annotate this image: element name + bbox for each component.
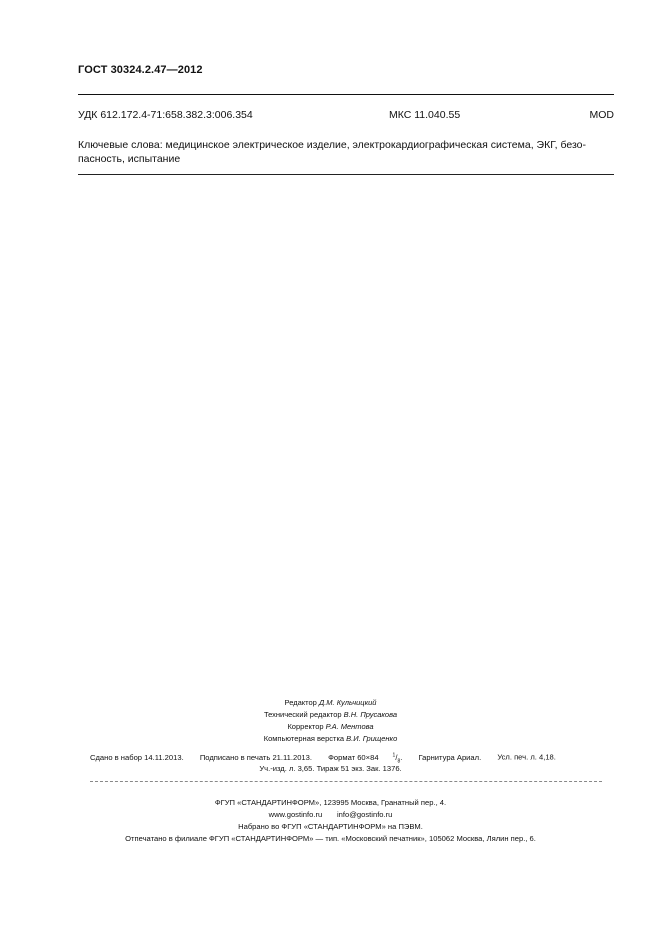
mks-code: МКС 11.040.55 xyxy=(389,109,461,121)
submitted-date: Сдано в набор 14.11.2013. xyxy=(90,752,184,762)
publisher-address: ФГУП «СТАНДАРТИНФОРМ», 123995 Москва, Гранатный пер., 4. xyxy=(214,798,447,807)
credits-block xyxy=(0,697,661,745)
typeset-note: Набрано во ФГУП «СТАНДАРТИНФОРМ» на ПЭВМ. xyxy=(238,822,423,831)
keywords: Ключевые слова: медицинское электрическое изделие, электрокардиографическая система, ЭКГ, безо-пасность, испытание xyxy=(78,139,586,165)
print-run-line: Уч.-изд. л. 3,65. Тираж 51 экз. Зак. 1376. xyxy=(259,764,402,773)
print-info-line xyxy=(90,752,556,764)
website-link[interactable]: www.gostinfo.ru xyxy=(268,810,323,819)
mod-marker: MOD xyxy=(589,109,614,121)
signed-date: Подписано в печать 21.11.2013. xyxy=(199,752,312,762)
udk-code: УДК 612.172.4-71:658.382.3:006.354 xyxy=(78,109,253,121)
top-divider xyxy=(78,94,614,95)
paper-format: Формат 60×84 $^1/_8$. xyxy=(328,752,403,765)
email-link[interactable]: info@gostinfo.ru xyxy=(336,810,393,819)
typeface: Гарнитура Ариал. xyxy=(418,752,482,762)
tech-editor-line: Технический редактор В.Н. Прусакова xyxy=(263,710,398,719)
editor-line: Редактор Д.М. Кульчицкий xyxy=(284,698,377,707)
publisher-contacts xyxy=(0,809,661,821)
layout-line: Компьютерная верстка В.И. Грищенко xyxy=(263,734,398,743)
print-sheets: Усл. печ. л. 4,18. xyxy=(497,752,556,762)
standard-code: ГОСТ 30324.2.47—2012 xyxy=(78,64,203,76)
corrector-line: Корректор Р.А. Ментова xyxy=(287,722,374,731)
keywords-divider xyxy=(78,174,614,175)
dashed-divider xyxy=(90,781,602,782)
printed-note: Отпечатано в филиале ФГУП «СТАНДАРТИНФОРМ» — тип. «Московский печатник», 105062 Москва, Лялин пер., 6. xyxy=(125,834,536,843)
